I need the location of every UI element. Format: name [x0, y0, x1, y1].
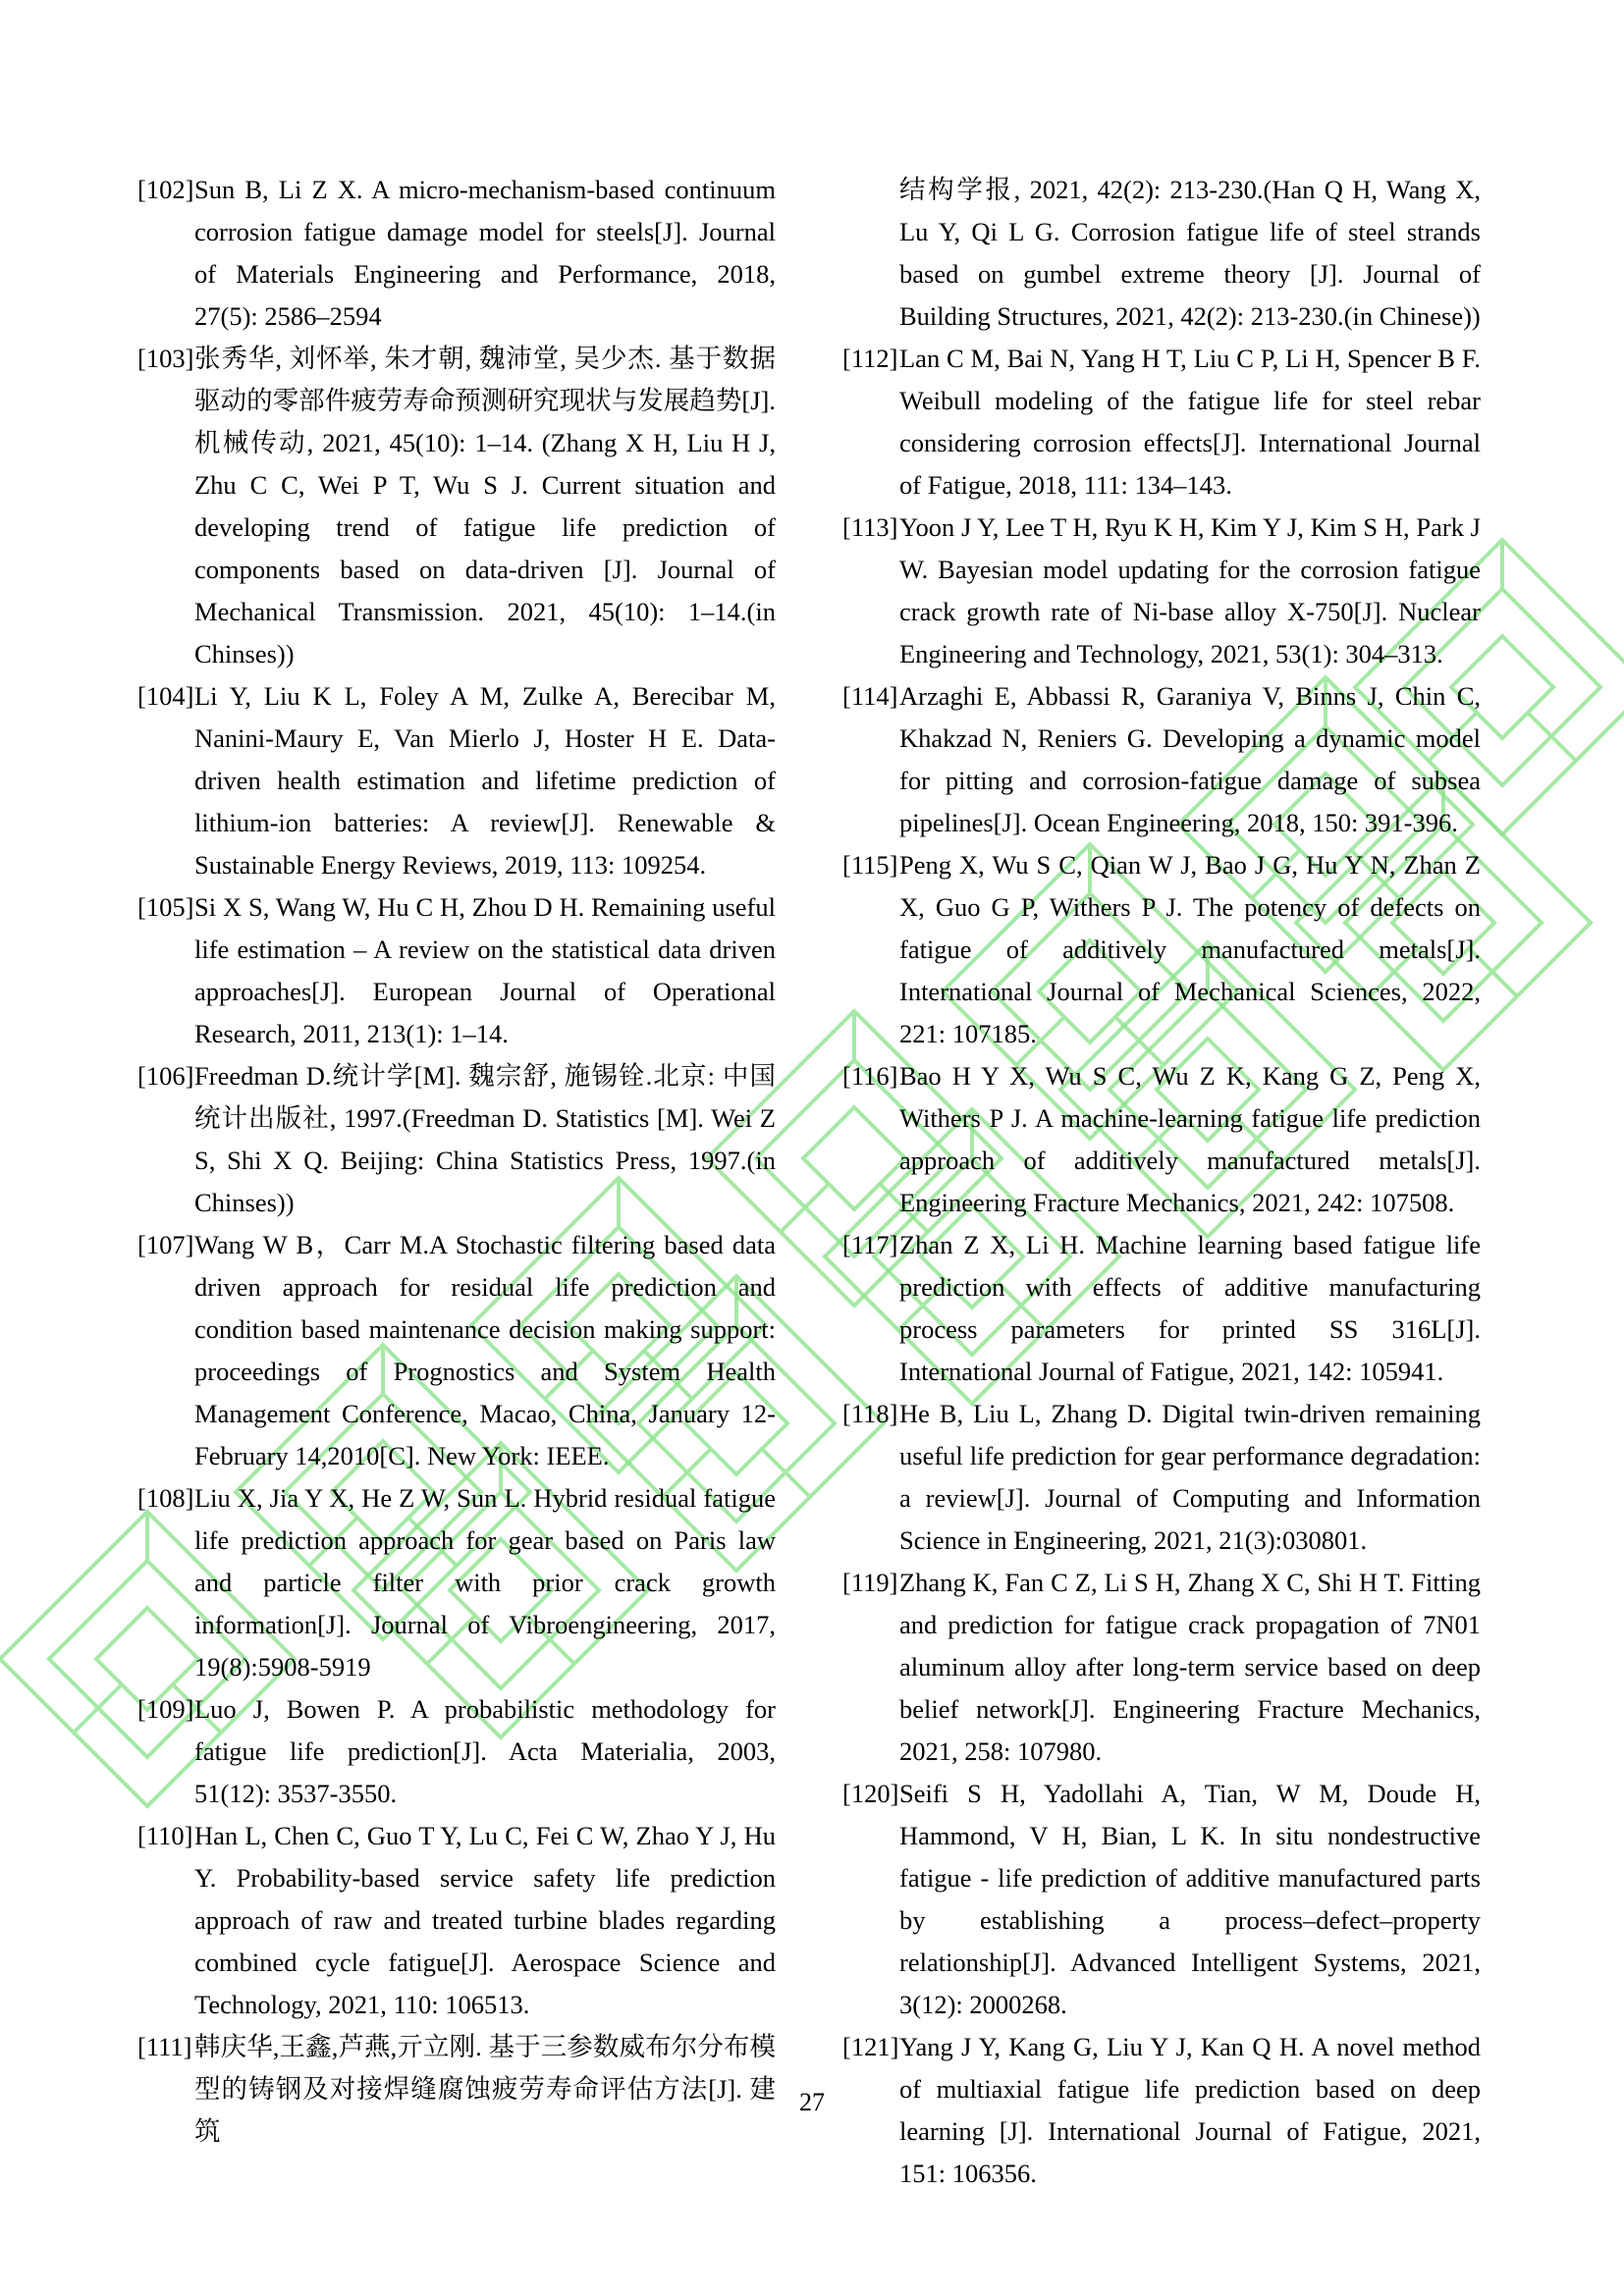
- reference-entry: [842, 338, 1481, 507]
- reference-text: Zhan Z X, Li H. Machine learning based fatigue life prediction with effects of additive manufacturing process parameters for printed SS 316L[J]. International Journal of Fatigue, 2021, 142: 105941.: [899, 1230, 1481, 1386]
- reference-text: Liu X, Jia Y X, He Z W, Sun L. Hybrid residual fatigue life prediction approach for gear based on Paris law and particle filter with prior crack growth information[J]. Journal of Vibroengineering, 2017, 19(8):5908-5919: [194, 1483, 776, 1682]
- reference-entry: [842, 1773, 1481, 2026]
- reference-entry: [137, 1815, 776, 2026]
- reference-label: [110]: [137, 1821, 193, 1850]
- reference-label: [105]: [137, 892, 194, 922]
- reference-label: [115]: [842, 850, 898, 880]
- reference-entry: [137, 1224, 776, 1477]
- reference-entry: [137, 1055, 776, 1224]
- reference-text: Bao H Y X, Wu S C, Wu Z K, Kang G Z, Peng X, Withers P J. A machine-learning fatigue life prediction approach of additively manufactured metals[J]. Engineering Fracture Mechanics, 2021, 242: 107508.: [899, 1061, 1481, 1217]
- page-number: 27: [799, 2088, 825, 2116]
- reference-entry: [842, 844, 1481, 1055]
- reference-entry: [137, 1688, 776, 1815]
- reference-text: Si X S, Wang W, Hu C H, Zhou D H. Remaining useful life estimation – A review on the statistical data driven approaches[J]. European Journal of Operational Research, 2011, 213(1): 1–14.: [194, 892, 776, 1048]
- reference-text: Lan C M, Bai N, Yang H T, Liu C P, Li H, Spencer B F. Weibull modeling of the fatigue life for steel rebar considering corrosion effects[J]. International Journal of Fatigue, 2018, 111: 134–143.: [899, 344, 1481, 500]
- reference-label: [118]: [842, 1399, 898, 1428]
- reference-label: [114]: [842, 681, 898, 711]
- reference-text: Peng X, Wu S C, Qian W J, Bao J G, Hu Y N, Zhan Z X, Guo G P, Withers P J. The potency of defects on fatigue of additively manufactured metals[J]. International Journal of Mechanical Sciences, 2022, 221: 107185.: [899, 850, 1481, 1048]
- reference-entry: [137, 169, 776, 338]
- reference-text: 结构学报, 2021, 42(2): 213-230.(Han Q H, Wang X, Lu Y, Qi L G. Corrosion fatigue life of steel strands based on gumbel extreme theory [J]. Journal of Building Structures, 2021, 42(2): 213-230.(in Chinese)): [899, 175, 1481, 331]
- reference-entry: [842, 1224, 1481, 1393]
- reference-label: [112]: [842, 344, 898, 373]
- reference-text: Seifi S H, Yadollahi A, Tian, W M, Doude H, Hammond, V H, Bian, L K. In situ nondestructive fatigue - life prediction of additive manufactured parts by establishing a process–defect–property relationship[J]. Advanced Intelligent Systems, 2021, 3(12): 2000268.: [899, 1779, 1481, 2019]
- reference-text: 韩庆华,王鑫,芦燕,亓立刚. 基于三参数威布尔分布模型的铸钢及对接焊缝腐蚀疲劳寿命评估方法[J]. 建筑: [194, 2032, 776, 2146]
- reference-entry: [137, 1477, 776, 1688]
- reference-label: [120]: [842, 1779, 899, 1808]
- reference-label: [108]: [137, 1483, 194, 1513]
- reference-entry: [842, 1562, 1481, 1773]
- reference-text: Freedman D.统计学[M]. 魏宗舒, 施锡铨.北京: 中国统计出版社, 1997.(Freedman D. Statistics [M]. Wei Z S, Shi X Q. Beijing: China Statistics Press, 1997.(in Chinses)): [194, 1061, 776, 1217]
- reference-entry: [137, 338, 776, 675]
- reference-label: [106]: [137, 1061, 194, 1091]
- reference-text: Zhang K, Fan C Z, Li S H, Zhang X C, Shi H T. Fitting and prediction for fatigue crack propagation of 7N01 aluminum alloy after long-term service based on deep belief network[J]. Engineering Fracture Mechanics, 2021, 258: 107980.: [899, 1568, 1481, 1766]
- reference-label: [104]: [137, 681, 194, 711]
- reference-text: Yang J Y, Kang G, Liu Y J, Kan Q H. A novel method of multiaxial fatigue life prediction based on deep learning [J]. International Journal of Fatigue, 2021, 151: 106356.: [899, 2032, 1481, 2188]
- reference-text: Yoon J Y, Lee T H, Ryu K H, Kim Y J, Kim S H, Park J W. Bayesian model updating for the corrosion fatigue crack growth rate of Ni-base alloy X-750[J]. Nuclear Engineering and Technology, 2021, 53(1): 304–313.: [899, 512, 1481, 668]
- reference-entry: [842, 169, 1481, 338]
- reference-entry: [842, 1055, 1481, 1224]
- reference-label: [116]: [842, 1061, 898, 1091]
- reference-entry: [842, 507, 1481, 675]
- reference-entry: [137, 675, 776, 886]
- reference-text: Arzaghi E, Abbassi R, Garaniya V, Binns J, Chin C, Khakzad N, Reniers G. Developing a dynamic model for pitting and corrosion-fatigue damage of subsea pipelines[J]. Ocean Engineering, 2018, 150: 391-396.: [899, 681, 1481, 837]
- reference-text: Li Y, Liu K L, Foley A M, Zulke A, Berecibar M, Nanini-Maury E, Van Mierlo J, Hoster H E. Data-driven health estimation and lifetime prediction of lithium-ion batteries: A review[J]. Renewable & Sustainable Energy Reviews, 2019, 113: 109254.: [194, 681, 776, 880]
- reference-label: [103]: [137, 344, 194, 373]
- reference-label: [102]: [137, 175, 194, 204]
- reference-label: [107]: [137, 1230, 194, 1259]
- reference-text: Wang W B，Carr M.A Stochastic filtering based data driven approach for residual life prediction and condition based maintenance decision making support: proceedings of Prognostics and System Health Management Conference, Macao, China, January 12-February 14,2010[C]. New York: IEEE.: [194, 1230, 776, 1470]
- reference-text: 张秀华, 刘怀举, 朱才朝, 魏沛堂, 吴少杰. 基于数据驱动的零部件疲劳寿命预测研究现状与发展趋势[J]. 机械传动, 2021, 45(10): 1–14. (Zhang X H, Liu H J, Zhu C C, Wei P T, Wu S J. Current situation and developing trend of fatigue life prediction of components based on data-driven [J]. Journal of Mechanical Transmission. 2021, 45(10): 1–14.(in Chinses)): [194, 344, 776, 668]
- reference-entry: [842, 675, 1481, 844]
- references-left-column: [137, 169, 776, 2153]
- reference-text: Sun B, Li Z X. A micro-mechanism-based continuum corrosion fatigue damage model for steels[J]. Journal of Materials Engineering and Performance, 2018, 27(5): 2586–2594: [194, 175, 776, 331]
- reference-text: Luo J, Bowen P. A probabilistic methodology for fatigue life prediction[J]. Acta Materialia, 2003, 51(12): 3537-3550.: [194, 1694, 776, 1808]
- reference-label: [109]: [137, 1694, 194, 1724]
- reference-text: Han L, Chen C, Guo T Y, Lu C, Fei C W, Zhao Y J, Hu Y. Probability-based service safety life prediction approach of raw and treated turbine blades regarding combined cycle fatigue[J]. Aerospace Science and Technology, 2021, 110: 106513.: [194, 1821, 776, 2019]
- reference-entry: [137, 886, 776, 1055]
- reference-label: [113]: [842, 512, 898, 542]
- reference-label: [121]: [842, 2032, 899, 2061]
- reference-label: [119]: [842, 1568, 898, 1597]
- reference-label: [111]: [137, 2032, 192, 2061]
- reference-text: He B, Liu L, Zhang D. Digital twin-driven remaining useful life prediction for gear performance degradation: a review[J]. Journal of Computing and Information Science in Engineering, 2021, 21(3):030801.: [899, 1399, 1481, 1555]
- reference-entry: [842, 1393, 1481, 1562]
- reference-label: [117]: [842, 1230, 898, 1259]
- references-right-column: [842, 169, 1481, 2195]
